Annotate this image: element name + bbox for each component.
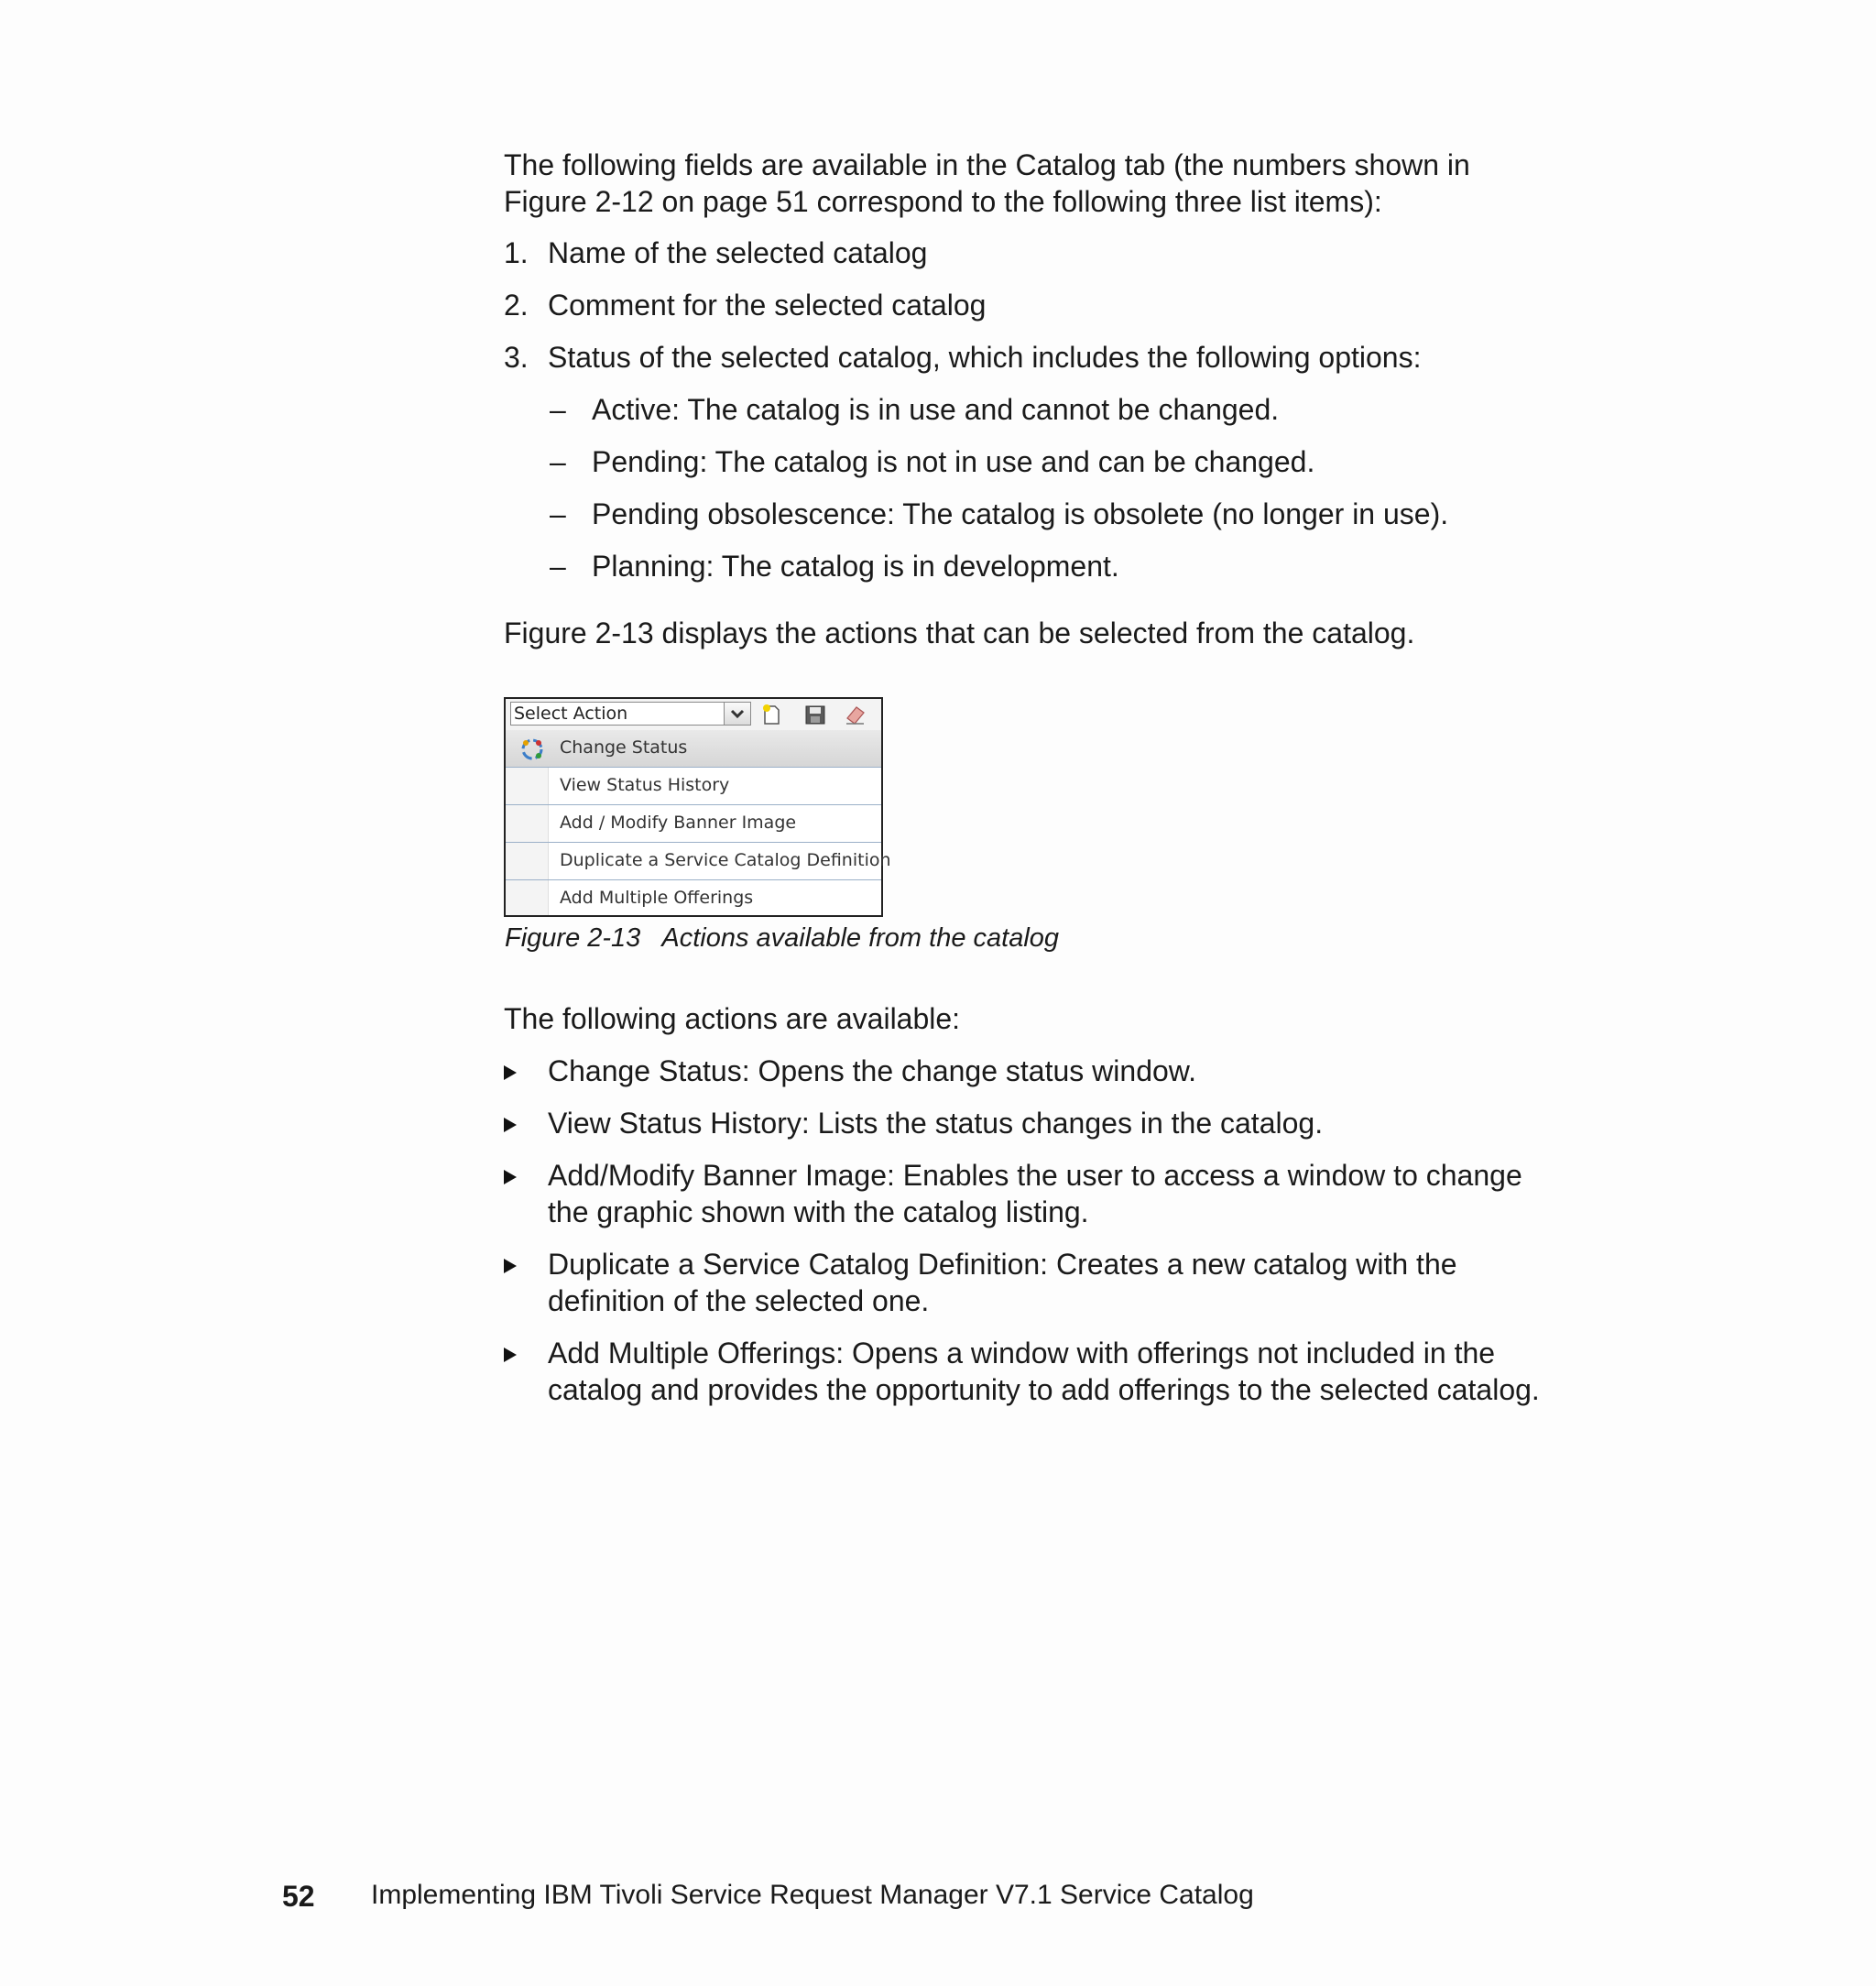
intro-line: Figure 2-12 on page 51 correspond to the following three list items): (504, 185, 1382, 218)
menu-item-change-status[interactable] (506, 730, 881, 768)
dash-marker: – (550, 497, 566, 530)
action-text: Add/Modify Banner Image: Enables the user to access a window to change (548, 1159, 1522, 1192)
triangle-bullet-icon (504, 1259, 517, 1273)
menu-item-add-multiple-offerings[interactable] (506, 880, 881, 915)
dash-marker: – (550, 445, 566, 478)
triangle-bullet-icon (504, 1118, 517, 1132)
new-document-icon[interactable] (759, 704, 783, 726)
intro-paragraph (504, 147, 1594, 220)
page-number: 52 (282, 1880, 315, 1913)
dash-marker: – (550, 393, 566, 426)
menu-item-add-modify-banner-image[interactable] (506, 805, 881, 843)
action-text: Duplicate a Service Catalog Definition: Creates a new catalog with the (548, 1248, 1457, 1281)
action-text: View Status History: Lists the status changes in the catalog. (548, 1107, 1324, 1140)
triangle-bullet-icon (504, 1348, 517, 1362)
figure-intro: Figure 2-13 displays the actions that can be selected from the catalog. (504, 617, 1415, 649)
status-option-text: Planning: The catalog is in development. (592, 550, 1119, 583)
menu-item-duplicate-catalog[interactable] (506, 843, 891, 880)
book-title: Implementing IBM Tivoli Service Request Manager V7.1 Service Catalog (371, 1880, 1254, 1910)
action-text: the graphic shown with the catalog listing. (548, 1195, 1089, 1228)
chevron-down-icon (725, 703, 750, 725)
action-text: definition of the selected one. (548, 1284, 930, 1317)
list-number: 1. (504, 236, 529, 269)
triangle-bullet-icon (504, 1170, 517, 1184)
menu-item-view-status-history[interactable] (506, 768, 881, 805)
list-number: 3. (504, 341, 529, 374)
action-text: catalog and provides the opportunity to add offerings to the selected catalog. (548, 1373, 1540, 1406)
select-action-dropdown[interactable]: Select Action (510, 702, 730, 726)
list-text: Status of the selected catalog, which includes the following options: (548, 341, 1422, 374)
menu-item-label: Add / Modify Banner Image (560, 813, 797, 833)
status-option-text: Pending: The catalog is not in use and can be changed. (592, 445, 1315, 478)
dash-marker: – (550, 550, 566, 583)
action-toolbar (506, 699, 881, 731)
menu-item-label: Duplicate a Service Catalog Definition (560, 850, 891, 870)
action-text: Change Status: Opens the change status window. (548, 1054, 1197, 1087)
intro-line: The following fields are available in the Catalog tab (the numbers shown in (504, 148, 1470, 181)
menu-gutter (506, 768, 549, 804)
list-text: Name of the selected catalog (548, 236, 928, 269)
dropdown-button[interactable] (724, 702, 751, 726)
save-icon[interactable] (803, 704, 827, 726)
select-action-widget (504, 697, 891, 917)
menu-gutter (506, 843, 549, 879)
list-text: Comment for the selected catalog (548, 289, 987, 322)
actions-list (504, 1053, 1594, 1437)
actions-intro: The following actions are available: (504, 1002, 961, 1035)
menu-item-label: Add Multiple Offerings (560, 888, 754, 908)
status-option-text: Active: The catalog is in use and cannot be changed. (592, 393, 1280, 426)
action-text: Add Multiple Offerings: Opens a window with offerings not included in the (548, 1337, 1496, 1369)
triangle-bullet-icon (504, 1065, 517, 1080)
menu-gutter (506, 880, 549, 915)
refresh-status-icon (518, 736, 546, 763)
figure-caption: Figure 2-13 Actions available from the catalog (505, 923, 1060, 953)
eraser-icon[interactable] (844, 704, 867, 726)
status-option-text: Pending obsolescence: The catalog is obsolete (no longer in use). (592, 497, 1449, 530)
list-number: 2. (504, 289, 529, 322)
menu-item-label: View Status History (560, 775, 730, 795)
menu-item-label: Change Status (560, 737, 688, 758)
menu-gutter (506, 805, 549, 842)
